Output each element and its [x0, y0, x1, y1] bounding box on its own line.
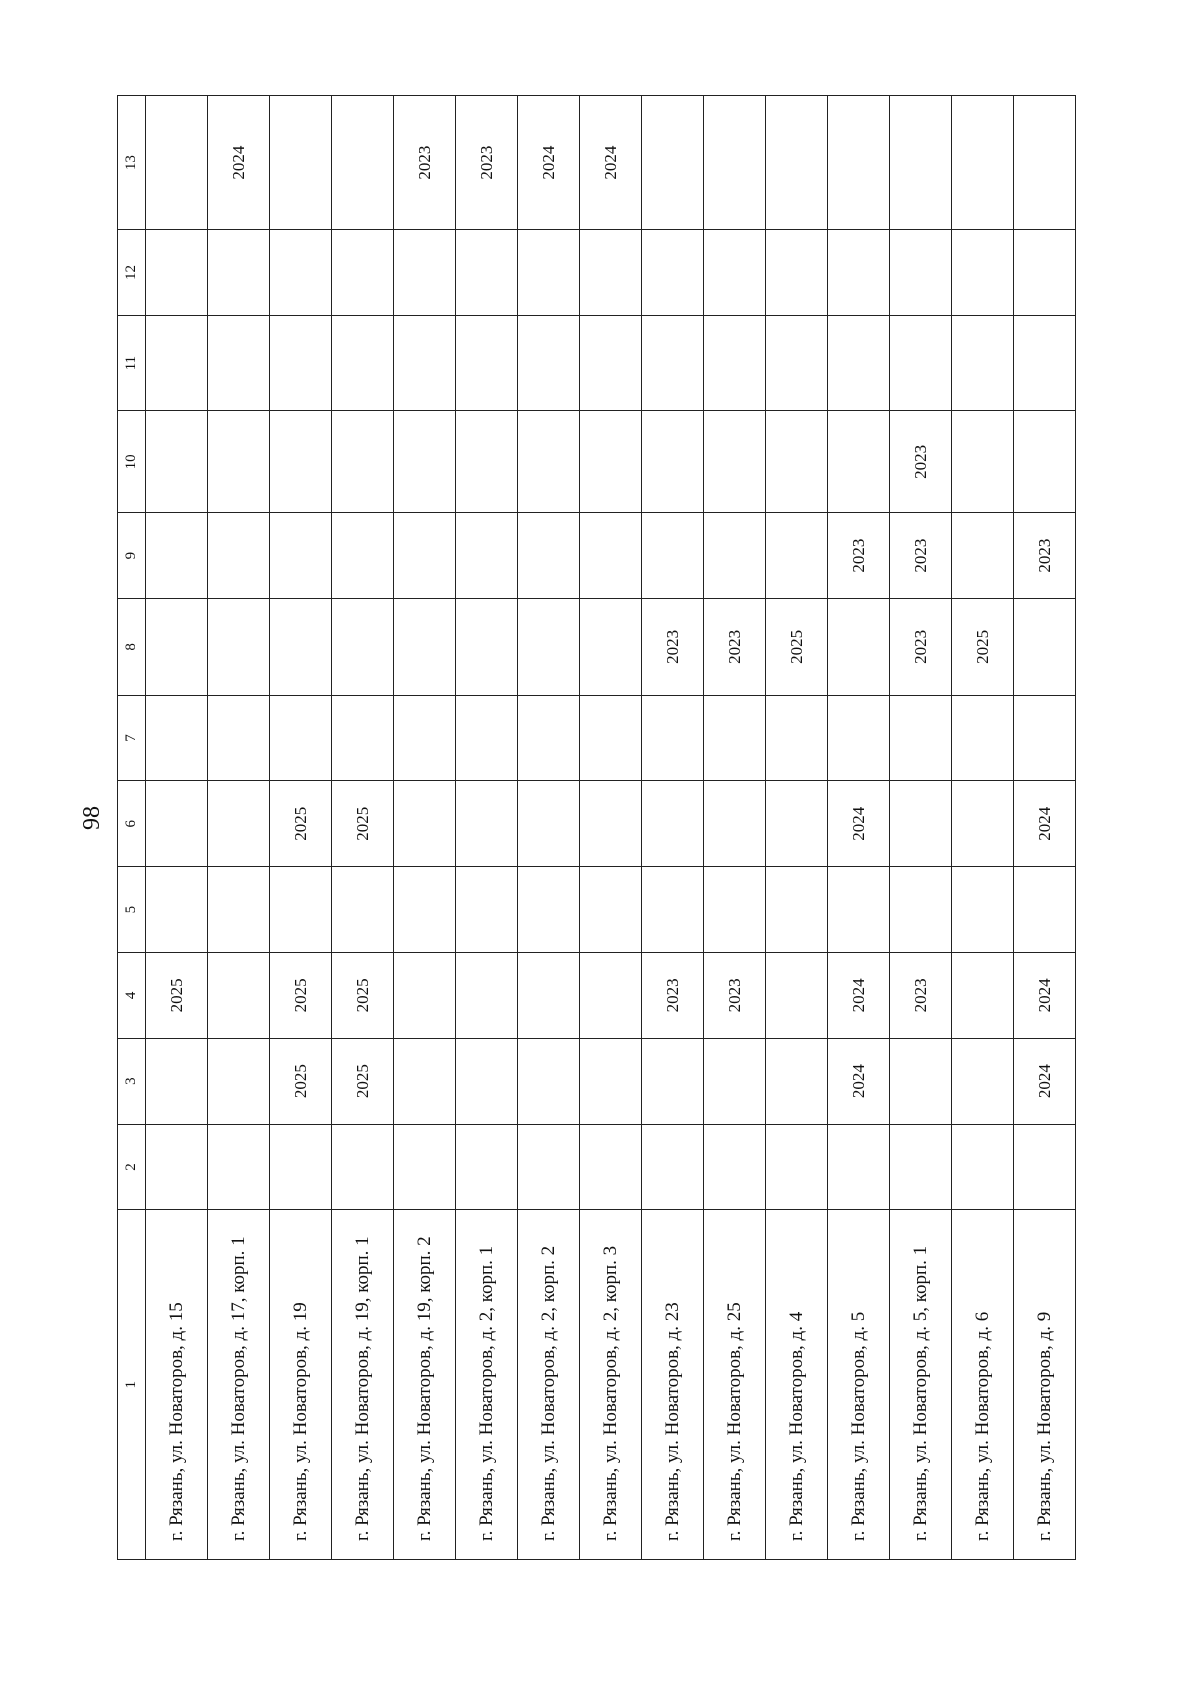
- table-row: [394, 96, 456, 1560]
- year-cell: [270, 315, 332, 410]
- year-cell: [208, 230, 270, 316]
- year-cell: 2023: [1014, 513, 1076, 599]
- year-cell: [1014, 695, 1076, 781]
- year-cell: 2024: [828, 781, 890, 867]
- year-cell: [1014, 96, 1076, 230]
- year-cell: [952, 411, 1014, 513]
- year-cell: [828, 230, 890, 316]
- year-cell: [270, 867, 332, 953]
- year-cell: [580, 952, 642, 1038]
- year-cell: [518, 513, 580, 599]
- year-cell: 2025: [332, 781, 394, 867]
- year-cell: [208, 411, 270, 513]
- year-cell: [952, 1124, 1014, 1210]
- year-cell: 2025: [270, 781, 332, 867]
- year-cell: [332, 1124, 394, 1210]
- table-row: [580, 96, 642, 1560]
- column-header-3: 3: [118, 1038, 146, 1124]
- year-cell: [642, 695, 704, 781]
- address-cell: г. Рязань, ул. Новаторов, д. 2, корп. 3: [580, 1210, 642, 1560]
- year-cell: 2023: [642, 952, 704, 1038]
- table-row: [270, 96, 332, 1560]
- table-row: [456, 96, 518, 1560]
- column-header-5: 5: [118, 867, 146, 953]
- address-cell: г. Рязань, ул. Новаторов, д. 15: [146, 1210, 208, 1560]
- year-cell: [766, 513, 828, 599]
- year-cell: [518, 1038, 580, 1124]
- year-cell: [890, 781, 952, 867]
- year-cell: [456, 599, 518, 696]
- year-cell: [766, 230, 828, 316]
- year-cell: [704, 411, 766, 513]
- year-cell: [828, 599, 890, 696]
- year-cell: [332, 411, 394, 513]
- year-cell: [394, 781, 456, 867]
- year-cell: [580, 695, 642, 781]
- year-cell: 2025: [270, 952, 332, 1038]
- year-cell: [642, 513, 704, 599]
- year-cell: [270, 513, 332, 599]
- year-cell: [332, 695, 394, 781]
- year-cell: [394, 952, 456, 1038]
- year-cell: [766, 1038, 828, 1124]
- year-cell: [208, 695, 270, 781]
- year-cell: 2023: [890, 513, 952, 599]
- column-header-4: 4: [118, 952, 146, 1038]
- year-cell: [394, 1124, 456, 1210]
- address-cell: г. Рязань, ул. Новаторов, д. 6: [952, 1210, 1014, 1560]
- year-cell: [952, 1038, 1014, 1124]
- year-cell: [704, 1038, 766, 1124]
- column-header-11: 11: [118, 315, 146, 410]
- year-cell: [580, 781, 642, 867]
- year-cell: [456, 952, 518, 1038]
- column-header-12: 12: [118, 230, 146, 316]
- year-cell: [890, 230, 952, 316]
- year-cell: [704, 230, 766, 316]
- year-cell: [208, 1038, 270, 1124]
- year-cell: [766, 695, 828, 781]
- year-cell: [208, 1124, 270, 1210]
- column-header-8: 8: [118, 599, 146, 696]
- column-header-1: 1: [118, 1210, 146, 1560]
- page-number: 98: [79, 806, 105, 830]
- address-cell: г. Рязань, ул. Новаторов, д. 2, корп. 2: [518, 1210, 580, 1560]
- year-cell: [270, 1124, 332, 1210]
- address-cell: г. Рязань, ул. Новаторов, д. 4: [766, 1210, 828, 1560]
- year-cell: [332, 599, 394, 696]
- year-cell: [704, 867, 766, 953]
- year-cell: 2025: [146, 952, 208, 1038]
- year-cell: [270, 695, 332, 781]
- year-cell: [766, 1124, 828, 1210]
- year-cell: [146, 411, 208, 513]
- year-cell: [394, 599, 456, 696]
- year-cell: [642, 230, 704, 316]
- year-cell: [332, 230, 394, 316]
- year-cell: [146, 230, 208, 316]
- year-cell: [518, 599, 580, 696]
- year-cell: [394, 695, 456, 781]
- year-cell: [456, 1124, 518, 1210]
- year-cell: [580, 411, 642, 513]
- year-cell: [208, 513, 270, 599]
- year-cell: [952, 781, 1014, 867]
- table-row: [208, 96, 270, 1560]
- year-cell: [518, 781, 580, 867]
- year-cell: [394, 230, 456, 316]
- year-cell: [456, 781, 518, 867]
- year-cell: [394, 411, 456, 513]
- year-cell: [146, 867, 208, 953]
- year-cell: [270, 96, 332, 230]
- year-cell: [1014, 315, 1076, 410]
- address-cell: г. Рязань, ул. Новаторов, д. 5, корп. 1: [890, 1210, 952, 1560]
- year-cell: 2024: [518, 96, 580, 230]
- year-cell: 2024: [1014, 1038, 1076, 1124]
- year-cell: [890, 1124, 952, 1210]
- table-row: [332, 96, 394, 1560]
- year-cell: [146, 1124, 208, 1210]
- year-cell: [580, 315, 642, 410]
- year-cell: [642, 781, 704, 867]
- year-cell: [580, 1124, 642, 1210]
- year-cell: [952, 513, 1014, 599]
- column-header-2: 2: [118, 1124, 146, 1210]
- year-cell: [828, 695, 890, 781]
- year-cell: [580, 867, 642, 953]
- year-cell: 2024: [828, 1038, 890, 1124]
- year-cell: [952, 695, 1014, 781]
- year-cell: [518, 411, 580, 513]
- year-cell: [518, 867, 580, 953]
- table-row: [952, 96, 1014, 1560]
- year-cell: 2025: [270, 1038, 332, 1124]
- address-cell: г. Рязань, ул. Новаторов, д. 9: [1014, 1210, 1076, 1560]
- year-cell: 2025: [952, 599, 1014, 696]
- year-cell: [1014, 599, 1076, 696]
- year-cell: [642, 1124, 704, 1210]
- year-cell: [208, 867, 270, 953]
- year-cell: [890, 867, 952, 953]
- year-cell: 2025: [332, 952, 394, 1038]
- year-cell: [890, 1038, 952, 1124]
- rotated-table-wrapper: [117, 95, 1076, 1560]
- column-header-6: 6: [118, 781, 146, 867]
- year-cell: 2023: [704, 952, 766, 1038]
- year-cell: 2023: [828, 513, 890, 599]
- year-cell: 2024: [580, 96, 642, 230]
- table-row: [704, 96, 766, 1560]
- year-cell: [332, 513, 394, 599]
- year-cell: [766, 867, 828, 953]
- year-cell: [394, 513, 456, 599]
- year-cell: [208, 599, 270, 696]
- table-row: [146, 96, 208, 1560]
- address-cell: г. Рязань, ул. Новаторов, д. 2, корп. 1: [456, 1210, 518, 1560]
- year-cell: [518, 1124, 580, 1210]
- year-cell: [952, 952, 1014, 1038]
- year-cell: [704, 513, 766, 599]
- year-cell: 2025: [332, 1038, 394, 1124]
- year-cell: [456, 867, 518, 953]
- header-row: [118, 96, 146, 1560]
- year-cell: [828, 1124, 890, 1210]
- year-cell: [146, 695, 208, 781]
- year-cell: [952, 230, 1014, 316]
- year-cell: [704, 315, 766, 410]
- year-cell: [208, 315, 270, 410]
- year-cell: [580, 230, 642, 316]
- year-cell: [828, 411, 890, 513]
- year-cell: [456, 695, 518, 781]
- year-cell: [1014, 230, 1076, 316]
- year-cell: 2023: [642, 599, 704, 696]
- year-cell: [766, 411, 828, 513]
- year-cell: [952, 315, 1014, 410]
- year-cell: [704, 695, 766, 781]
- year-cell: 2023: [890, 599, 952, 696]
- year-cell: [580, 1038, 642, 1124]
- year-cell: [456, 315, 518, 410]
- year-cell: [952, 867, 1014, 953]
- year-cell: [766, 952, 828, 1038]
- year-cell: [456, 513, 518, 599]
- column-header-9: 9: [118, 513, 146, 599]
- year-cell: [642, 411, 704, 513]
- year-cell: [1014, 867, 1076, 953]
- year-cell: [828, 315, 890, 410]
- year-cell: [704, 1124, 766, 1210]
- address-cell: г. Рязань, ул. Новаторов, д. 25: [704, 1210, 766, 1560]
- year-cell: [890, 96, 952, 230]
- year-cell: [828, 867, 890, 953]
- year-cell: [146, 315, 208, 410]
- year-cell: [518, 230, 580, 316]
- year-cell: [890, 695, 952, 781]
- address-cell: г. Рязань, ул. Новаторов, д. 23: [642, 1210, 704, 1560]
- year-cell: 2024: [208, 96, 270, 230]
- year-cell: [208, 952, 270, 1038]
- year-cell: [146, 781, 208, 867]
- year-cell: [642, 867, 704, 953]
- year-cell: [332, 315, 394, 410]
- column-header-13: 13: [118, 96, 146, 230]
- year-cell: 2023: [890, 952, 952, 1038]
- year-cell: [642, 315, 704, 410]
- year-cell: [456, 230, 518, 316]
- year-cell: [580, 599, 642, 696]
- year-cell: [394, 315, 456, 410]
- year-cell: [890, 315, 952, 410]
- year-cell: 2024: [1014, 781, 1076, 867]
- year-cell: 2023: [456, 96, 518, 230]
- column-header-7: 7: [118, 695, 146, 781]
- year-cell: 2025: [766, 599, 828, 696]
- address-cell: г. Рязань, ул. Новаторов, д. 19, корп. 2: [394, 1210, 456, 1560]
- address-cell: г. Рязань, ул. Новаторов, д. 19, корп. 1: [332, 1210, 394, 1560]
- year-cell: [146, 1038, 208, 1124]
- year-cell: [642, 1038, 704, 1124]
- table-row: [828, 96, 890, 1560]
- year-cell: [580, 513, 642, 599]
- year-cell: [146, 513, 208, 599]
- year-cell: [518, 315, 580, 410]
- year-cell: [394, 867, 456, 953]
- address-cell: г. Рязань, ул. Новаторов, д. 5: [828, 1210, 890, 1560]
- year-cell: [518, 952, 580, 1038]
- year-cell: [394, 1038, 456, 1124]
- year-cell: [456, 411, 518, 513]
- table-row: [518, 96, 580, 1560]
- year-cell: [1014, 411, 1076, 513]
- table-body: [146, 96, 1076, 1560]
- year-cell: [518, 695, 580, 781]
- year-cell: [766, 96, 828, 230]
- year-cell: [704, 781, 766, 867]
- year-cell: [952, 96, 1014, 230]
- year-cell: [146, 96, 208, 230]
- year-cell: [828, 96, 890, 230]
- year-cell: [332, 867, 394, 953]
- year-cell: [1014, 1124, 1076, 1210]
- year-cell: [332, 96, 394, 230]
- year-cell: [208, 781, 270, 867]
- schedule-table: [117, 95, 1076, 1560]
- address-cell: г. Рязань, ул. Новаторов, д. 17, корп. 1: [208, 1210, 270, 1560]
- address-cell: г. Рязань, ул. Новаторов, д. 19: [270, 1210, 332, 1560]
- column-header-10: 10: [118, 411, 146, 513]
- year-cell: [270, 411, 332, 513]
- table-row: [642, 96, 704, 1560]
- year-cell: [270, 230, 332, 316]
- year-cell: 2023: [890, 411, 952, 513]
- year-cell: [766, 781, 828, 867]
- table-row: [1014, 96, 1076, 1560]
- year-cell: [766, 315, 828, 410]
- year-cell: [270, 599, 332, 696]
- year-cell: 2024: [1014, 952, 1076, 1038]
- year-cell: [642, 96, 704, 230]
- year-cell: 2024: [828, 952, 890, 1038]
- year-cell: 2023: [394, 96, 456, 230]
- year-cell: [704, 96, 766, 230]
- year-cell: [456, 1038, 518, 1124]
- year-cell: 2023: [704, 599, 766, 696]
- year-cell: [146, 599, 208, 696]
- table-row: [766, 96, 828, 1560]
- table-row: [890, 96, 952, 1560]
